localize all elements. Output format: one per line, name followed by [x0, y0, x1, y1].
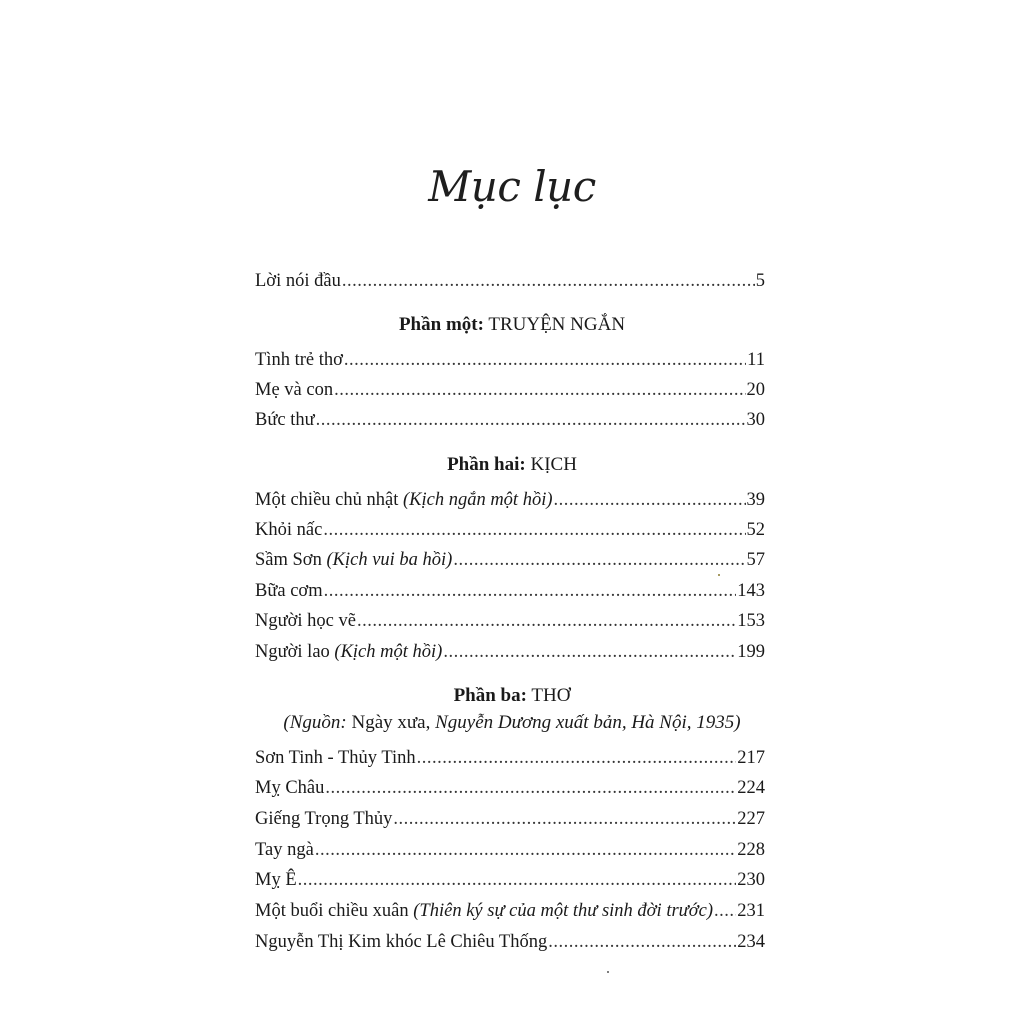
dot-leader — [453, 547, 745, 573]
toc-entry-title: Mỵ Ê — [255, 870, 297, 890]
dot-leader — [714, 898, 736, 924]
toc-entry-note: (Kịch một hồi) — [334, 642, 443, 662]
dot-leader — [417, 745, 737, 771]
section-label: Phần ba: — [453, 685, 527, 706]
toc-entry-page: 20 — [746, 380, 765, 400]
dot-leader — [357, 608, 736, 634]
section-name: KỊCH — [530, 454, 577, 475]
toc-entry-title: Nguyễn Thị Kim khóc Lê Chiêu Thống — [255, 932, 548, 952]
toc-entry-title: Bức thư — [255, 410, 315, 430]
toc-entry-title: Một buổi chiều xuân (Thiên ký sự của một thư sinh đời trước) — [255, 901, 713, 921]
dot-leader — [554, 487, 746, 513]
toc-entry-page: 224 — [737, 778, 765, 798]
dot-leader — [393, 806, 736, 832]
toc-entry-page: 39 — [746, 490, 765, 510]
toc-entry-page: 153 — [737, 611, 765, 631]
section-label: Phần một: — [398, 314, 484, 335]
section-name: THƠ — [531, 685, 571, 706]
dot-leader — [443, 639, 736, 665]
dot-leader — [316, 407, 746, 433]
source-prefix: (Nguồn: — [283, 712, 347, 733]
toc-entry-title: Khỏi nấc — [255, 520, 323, 540]
toc-entry[interactable] — [255, 867, 765, 893]
toc-entry-title: Mỵ Châu — [255, 778, 325, 798]
toc-entry[interactable] — [255, 487, 765, 513]
toc-entry[interactable] — [255, 377, 765, 403]
toc-entry-page: 227 — [737, 809, 765, 829]
toc-entry[interactable] — [255, 407, 765, 433]
dot-leader — [298, 867, 737, 893]
toc-entry[interactable] — [255, 929, 765, 955]
toc-entry-title: Sơn Tinh - Thủy Tinh — [255, 748, 416, 768]
toc-entry-page: 230 — [737, 870, 765, 890]
toc-entry[interactable] — [255, 775, 765, 801]
toc-entry-title: Bữa cơm — [255, 581, 323, 601]
toc-entry[interactable] — [255, 745, 765, 771]
toc-entry[interactable] — [255, 806, 765, 832]
toc-entry-page: 30 — [746, 410, 765, 430]
toc-entry-page: 5 — [755, 271, 765, 291]
toc-entry-title: Tay ngà — [255, 840, 314, 860]
section-label: Phần hai: — [447, 454, 526, 475]
toc-entry-page: 57 — [746, 550, 765, 570]
toc-entry-page: 52 — [746, 520, 765, 540]
toc-entry-title: Sầm Sơn (Kịch vui ba hồi) — [255, 550, 453, 570]
toc-entry-note: (Thiên ký sự của một thư sinh đời trước) — [413, 901, 713, 921]
toc-entry-page: 228 — [737, 840, 765, 860]
dot-leader — [315, 837, 736, 863]
section-heading-part2 — [0, 452, 1024, 478]
toc-entry[interactable] — [255, 578, 765, 604]
toc-entry-title: Người học vẽ — [255, 611, 356, 631]
toc-entry-title: Giếng Trọng Thủy — [255, 809, 393, 829]
toc-entry-page: 234 — [737, 932, 765, 952]
print-speck — [718, 574, 720, 576]
page-title: Mục lục — [428, 162, 596, 211]
toc-entry-page: 199 — [737, 642, 765, 662]
dot-leader — [344, 347, 746, 373]
toc-entry-title: Mẹ và con — [255, 380, 334, 400]
source-rest: Nguyễn Dương xuất bản, Hà Nội, 1935) — [435, 712, 741, 733]
section-name: TRUYỆN NGẮN — [488, 314, 626, 335]
toc-entry-title: Người lao (Kịch một hồi) — [255, 642, 443, 662]
toc-entry-page: 143 — [737, 581, 765, 601]
toc-entry[interactable] — [255, 268, 765, 294]
toc-entry-page: 231 — [737, 901, 765, 921]
toc-entry-title: Một chiều chủ nhật (Kịch ngắn một hồi) — [255, 490, 553, 510]
toc-entry-page: 11 — [747, 350, 765, 370]
dot-leader — [548, 929, 736, 955]
dot-leader — [325, 775, 736, 801]
toc-entry[interactable] — [255, 639, 765, 665]
toc-entry[interactable] — [255, 517, 765, 543]
section-heading-part1 — [0, 312, 1024, 338]
section-heading-part3 — [0, 683, 1024, 709]
toc-entry[interactable] — [255, 547, 765, 573]
source-book: Ngày xưa, — [351, 712, 431, 733]
toc-entry[interactable] — [255, 898, 765, 924]
section-source-note — [0, 710, 1024, 736]
dot-leader — [323, 517, 745, 543]
toc-entry[interactable] — [255, 608, 765, 634]
dot-leader — [342, 268, 755, 294]
dot-leader — [324, 578, 737, 604]
toc-entry-note: (Kịch vui ba hồi) — [326, 550, 453, 570]
toc-entry-title: Tình trẻ thơ — [255, 350, 343, 370]
toc-entry-title: Lời nói đầu — [255, 271, 341, 291]
dot-leader — [334, 377, 745, 403]
print-speck — [607, 971, 609, 973]
toc-entry[interactable] — [255, 837, 765, 863]
toc-entry[interactable] — [255, 347, 765, 373]
toc-entry-note: (Kịch ngắn một hồi) — [402, 490, 553, 510]
toc-entry-page: 217 — [737, 748, 765, 768]
